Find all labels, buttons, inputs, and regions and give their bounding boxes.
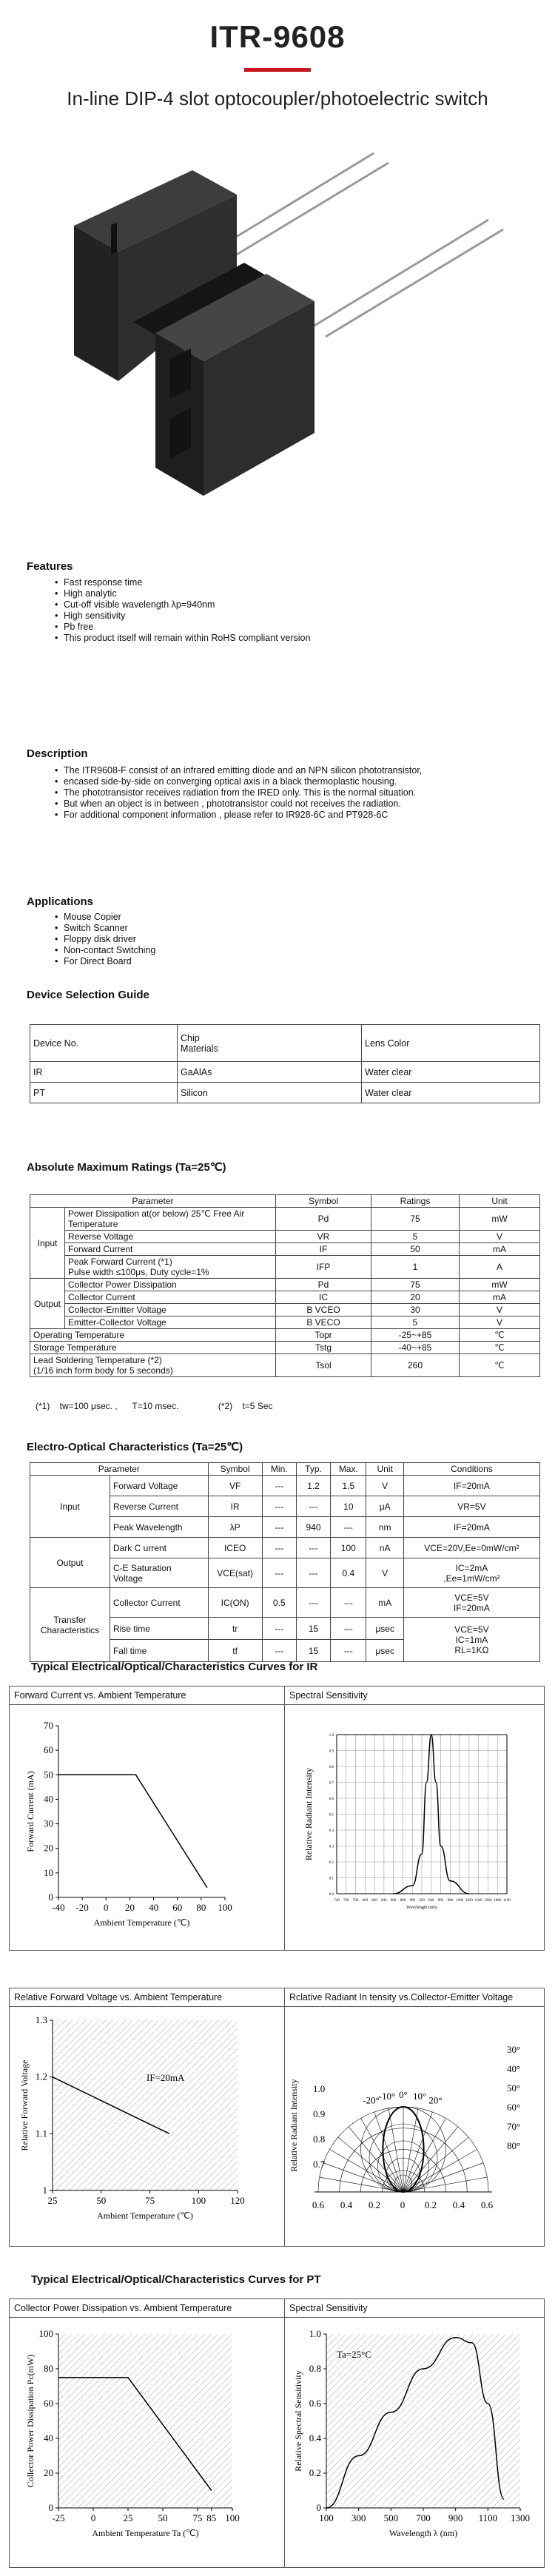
hatch-line: [22, 2020, 192, 2190]
table-row: Lead Soldering Temperature (*2) (1/16 inch form body for 5 seconds) Tsol 260 ℃: [30, 1354, 540, 1377]
list-item: • The ITR9608-F consist of an infrared emitting diode and an NPN silicon phototransistor,: [56, 765, 422, 776]
abs-table: Parameter Symbol Ratings Unit Input Power Dissipation at(or below) 25℃ Free Air Temperature Pd 75 mW Reverse Voltage VR 5 V Forward Current IF 50 mA Peak Forward Current (*1) Pulse width ≤100μs, Duty cycle=1% IFP 1 A Output Collector Power Dissipation Pd 75 mW Collector Current IC 20 mA Collector-Emitter Voltage B VCEO 30 V Emitter-Collector Voltage B VECO 5 V Operating Temperature Topr -25~+85 ℃ Storage Temperature Tstg -40~+85 ℃ Lead Soldering Temperature (*2) (1/16 inch form body for 5 seconds) Tsol 260 ℃: [30, 1194, 540, 1377]
hatch-line: [238, 2334, 285, 2508]
curves-ir-heading: Typical Electrical/Optical/Characteristics Curves for IR: [31, 1661, 318, 1673]
y-tick-label: 1.2: [35, 2071, 47, 2082]
table-row: Output Dark C urrent ICEO --- --- 100 nA VCE=20V,Ee=0mW/cm²: [30, 1538, 540, 1558]
y-tick-label: 0.3: [329, 1845, 334, 1849]
hatch-line: [91, 2334, 265, 2508]
y-tick-label: 50: [44, 1769, 53, 1780]
hatch-line: [104, 2334, 278, 2508]
x-tick-label: 500: [383, 2512, 399, 2523]
table-row: Collector-Emitter Voltage B VCEO 30 V: [30, 1304, 540, 1316]
y-axis-label: Relative Forward Voltage: [19, 2059, 30, 2151]
hatch-line: [64, 2334, 238, 2508]
hatch-line: [10, 2020, 159, 2190]
x-tick-label: -25: [52, 2512, 65, 2523]
hatch-line: [352, 2334, 526, 2508]
x-axis-label: Wavelength (nm): [406, 1906, 437, 1910]
y-tick-label: 0.7: [313, 2159, 326, 2170]
table-row: Input Forward Voltage VF --- 1.2 1.5 V IF=20mA: [30, 1476, 540, 1496]
hatch-pattern: [10, 2334, 285, 2508]
y-tick-label: 0.9: [313, 2108, 326, 2119]
y-tick-label: 100: [38, 2328, 53, 2339]
hatch-line: [505, 2334, 544, 2508]
table-row: Transfer Characteristics Collector Current IC(ON) 0.5 --- --- mA VCE=5V IF=20mA: [30, 1588, 540, 1618]
hatch-line: [135, 2020, 285, 2190]
x-tick-label: 0.2: [424, 2199, 437, 2210]
x-tick-label: 0.2: [368, 2199, 381, 2210]
x-tick-label: 1080: [494, 1899, 502, 1903]
panel-forward-voltage: Relative Forward Voltage vs. Ambient Temperature 25 50 75 100 120 1 1.1 1.2 1.3 Ambient Temperature (℃) Relative Forward Voltage IF=20mA: [9, 1988, 286, 2247]
hatch-line: [512, 2334, 544, 2508]
y-tick-label: 1: [42, 2185, 47, 2196]
hatch-line: [211, 2334, 285, 2508]
hatch-line: [89, 2020, 259, 2190]
hatch-line: [339, 2334, 513, 2508]
list-item: • Switch Scanner: [56, 923, 155, 934]
hatch-line: [10, 2334, 105, 2508]
chart-forward-current: [10, 1705, 285, 1949]
description-list: [56, 765, 422, 821]
x-tick-label: 740: [334, 1899, 340, 1903]
panel-forward-current: Forward Current vs. Ambient Temperature -40 -20 0 20 40 60 80 100 0 10 20 30 40 50 60 70 Ambient Temperature (℃) Forward Current (mA): [9, 1686, 286, 1951]
hatch-line: [249, 2020, 285, 2190]
y-tick-label: 80: [44, 2363, 53, 2374]
hatch-line: [215, 2020, 285, 2190]
list-item: • High sensitivity: [56, 611, 310, 622]
list-item: • Floppy disk driver: [56, 934, 155, 945]
table-header: Lens Color: [362, 1025, 540, 1062]
table-row: Storage Temperature Tstg -40~+85 ℃: [30, 1342, 540, 1354]
x-tick-label: 100: [319, 2512, 334, 2523]
hatch-line: [204, 2334, 285, 2508]
hatch-line: [539, 2334, 544, 2508]
y-tick-label: 0.4: [309, 2432, 321, 2444]
hatch-line: [264, 2334, 285, 2508]
hatch-line: [42, 2020, 212, 2190]
hatch-line: [62, 2020, 232, 2190]
y-tick-label: 0: [48, 1891, 53, 1903]
eo-table: Parameter Symbol Min. Typ. Max. Unit Conditions Input Forward Voltage VF --- 1.2 1.5 V IF=20mA Reverse Current IR --- --- 10 μA VR=5V Peak Wavelength λP --- 940 --- nm IF=20mA Output Dark C urrent ICEO --- --- 100 nA VCE=20V,Ee=0mW/cm² C-E Saturation Voltage VCE(sat) --- --- 0.4 V IC=2mA ,Ee=1mW/cm² Transfer Characteristics Collector Current IC(ON) 0.5 --- --- mA VCE=5V IF=20mA Rise time tr --- 15 --- μsec VCE=5V IC=1mA RL=1KΩ Fall time tf --- 15 --- μsec: [30, 1462, 540, 1662]
chart-spectral-ir: [285, 1705, 544, 1949]
hatch-line: [111, 2334, 285, 2508]
hatch-line: [224, 2334, 285, 2508]
hatch-line: [218, 2334, 285, 2508]
list-item: • Pb free: [56, 622, 310, 633]
hatch-line: [75, 2020, 246, 2190]
y-tick-label: 0.1: [329, 1877, 334, 1881]
hatch-line: [285, 2334, 326, 2508]
list-item: • The phototransistor receives radiation from the IRED only. This is the normal situation.: [56, 787, 422, 798]
hatch-line: [149, 2020, 285, 2190]
x-tick-label: 880: [400, 1899, 406, 1903]
abs-heading: Absolute Maximum Ratings (Ta=25℃): [27, 1161, 226, 1174]
hatch-line: [392, 2334, 544, 2508]
hatch-line: [24, 2334, 198, 2508]
x-tick-label: 900: [448, 2512, 463, 2523]
x-tick-label: 1020: [465, 1899, 473, 1903]
angle-label: 40°: [507, 2063, 521, 2074]
list-item: • But when an object is in between , phototransistor could not receives the radiation.: [56, 798, 422, 810]
x-tick-label: -40: [52, 1902, 65, 1913]
list-item: • For additional component information , please refer to IR928-6C and PT928-6C: [56, 810, 422, 821]
x-tick-label: -20: [75, 1902, 89, 1913]
x-tick-label: 40: [149, 1902, 159, 1913]
hatch-line: [229, 2020, 285, 2190]
y-tick-label: 0.5: [329, 1813, 334, 1817]
x-tick-label: 100: [225, 2512, 240, 2523]
chart-power-dissipation: [10, 2318, 285, 2566]
x-tick-label: 60: [172, 1902, 183, 1913]
x-tick-label: 80: [196, 1902, 206, 1913]
hatch-line: [118, 2334, 285, 2508]
panel-spectral-ir: Spectral Sensitivity Relative Radiant Intensity 740 760 780 800 820 840 860 880 900 920 940 960 980 1000 1020 1040 1060 1080 1100 0.0 0.1 0.2 0.3 0.4 0.5 0.6 0.7 0.8 0.9 1.0 Wavelength (nm): [284, 1686, 545, 1951]
y-tick-label: 0.8: [329, 1766, 334, 1769]
hatch-line: [235, 2020, 285, 2190]
x-tick-label: 780: [352, 1899, 359, 1903]
hatch-line: [189, 2020, 285, 2190]
y-tick-label: 0.6: [329, 1798, 334, 1801]
y-tick-label: 0.2: [309, 2467, 321, 2478]
hatch-line: [44, 2334, 218, 2508]
angle-label: -10°: [378, 2090, 396, 2102]
y-tick-label: 20: [44, 2467, 53, 2478]
hatch-line: [258, 2334, 285, 2508]
x-tick-label: 75: [145, 2195, 155, 2206]
hatch-line: [299, 2334, 473, 2508]
hatch-line: [10, 2020, 172, 2190]
table-row: Reverse Voltage VR 5 V: [30, 1231, 540, 1243]
x-tick-label: 0: [90, 2512, 96, 2523]
hatch-line: [10, 2020, 66, 2190]
chart-annotation: IF=20mA: [147, 2072, 185, 2083]
hatch-line: [18, 2334, 192, 2508]
x-tick-label: 50: [158, 2512, 168, 2523]
x-tick-label: 1100: [478, 2512, 498, 2523]
table-row: Forward Current IF 50 mA: [30, 1243, 540, 1256]
hatch-line: [286, 2334, 460, 2508]
hatch-line: [244, 2334, 285, 2508]
y-tick-label: 0.9: [329, 1749, 334, 1754]
hatch-line: [195, 2020, 285, 2190]
x-tick-label: 760: [343, 1899, 349, 1903]
hatch-line: [472, 2334, 544, 2508]
x-tick-label: 0.4: [452, 2199, 465, 2210]
hatch-line: [198, 2334, 285, 2508]
hatch-line: [269, 2020, 285, 2190]
hatch-line: [10, 2334, 98, 2508]
x-tick-label: 960: [437, 1899, 444, 1903]
y-tick-label: 0.7: [329, 1781, 334, 1786]
hatch-line: [255, 2020, 285, 2190]
y-tick-label: 1.0: [309, 2328, 321, 2339]
hatch-line: [10, 2020, 53, 2190]
x-axis-label: Ambient Temperature (℃): [93, 1917, 190, 1928]
chart-radiation: [285, 2007, 544, 2245]
series-line: [58, 2378, 212, 2491]
hatch-line: [84, 2334, 258, 2508]
y-tick-label: 0.8: [309, 2363, 321, 2374]
table-row: Emitter-Collector Voltage B VECO 5 V: [30, 1316, 540, 1329]
hatch-line: [419, 2334, 544, 2508]
list-item: • For Direct Board: [56, 956, 155, 967]
hatch-line: [432, 2334, 544, 2508]
hatch-line: [95, 2020, 266, 2190]
y-tick-label: 10: [44, 1866, 53, 1878]
hatch-line: [36, 2020, 206, 2190]
x-tick-label: 75: [192, 2512, 203, 2523]
hatch-line: [312, 2334, 486, 2508]
hatch-line: [131, 2334, 285, 2508]
list-item: • Cut-off visible wavelength λp=940nm: [56, 599, 310, 611]
angle-label: 50°: [507, 2082, 521, 2094]
features-heading: Features: [27, 560, 73, 573]
hatch-line: [285, 2334, 453, 2508]
y-tick-label: 70: [44, 1720, 53, 1731]
hatch-line: [10, 2334, 92, 2508]
selection-table: [30, 1024, 540, 1103]
y-tick-label: 1.0: [313, 2083, 326, 2094]
hatch-line: [10, 2020, 146, 2190]
hatch-line: [242, 2020, 285, 2190]
chart-annotation: Ta=25°C: [337, 2349, 372, 2360]
x-tick-label: 50: [96, 2195, 107, 2206]
y-tick-label: 60: [44, 1744, 53, 1756]
curves-pt-heading: Typical Electrical/Optical/Characteristics Curves for PT: [31, 2273, 321, 2286]
hatch-line: [69, 2020, 239, 2190]
table-header: Device No.: [30, 1025, 178, 1062]
hatch-line: [49, 2020, 219, 2190]
list-item: • High analytic: [56, 588, 310, 599]
hatch-line: [82, 2020, 252, 2190]
y-tick-label: 0: [48, 2502, 53, 2513]
list-item: • Non-contact Switching: [56, 945, 155, 956]
x-tick-label: 900: [409, 1899, 415, 1903]
angle-label: 0°: [399, 2089, 408, 2100]
hatch-line: [78, 2334, 252, 2508]
table-row: Peak Wavelength λP --- 940 --- nm IF=20mA: [30, 1517, 540, 1538]
table-row: Output Collector Power Dissipation Pd 75 mW: [30, 1279, 540, 1291]
hatch-line: [102, 2020, 272, 2190]
series-line: [53, 2077, 169, 2134]
table-row: Rise time tr --- 15 --- μsec VCE=5V IC=1mA RL=1KΩ: [30, 1618, 540, 1640]
hatch-line: [525, 2334, 544, 2508]
features-list: [56, 577, 310, 644]
table-row: PT Silicon Water clear: [30, 1083, 540, 1103]
list-item: • encased side-by-side on converging optical axis in a black thermoplastic housing.: [56, 776, 422, 787]
x-tick-label: 100: [218, 1902, 232, 1913]
y-tick-label: 60: [44, 2398, 53, 2409]
y-tick-label: 0.2: [329, 1861, 334, 1865]
y-tick-label: 0: [316, 2502, 321, 2513]
y-tick-label: 20: [44, 1842, 53, 1854]
x-tick-label: 0.6: [480, 2199, 494, 2210]
table-row: Peak Forward Current (*1) Pulse width ≤100μs, Duty cycle=1% IFP 1 A: [30, 1256, 540, 1279]
x-tick-label: 120: [230, 2195, 245, 2206]
selection-heading: Device Selection Guide: [27, 989, 149, 1001]
x-tick-label: 800: [362, 1899, 369, 1903]
x-tick-label: 0.4: [340, 2199, 353, 2210]
list-item: • Mouse Copier: [56, 912, 155, 923]
x-axis-label: Ambient Temperature Ta (℃): [92, 2528, 199, 2538]
hatch-line: [51, 2334, 225, 2508]
hatch-line: [366, 2334, 539, 2508]
table-row: Input Power Dissipation at(or below) 25℃ Free Air Temperature Pd 75 mW: [30, 1208, 540, 1231]
x-axis-label: Ambient Temperature (℃): [97, 2210, 193, 2221]
y-tick-label: 30: [44, 1817, 53, 1829]
hatch-line: [171, 2334, 285, 2508]
y-tick-label: 0.6: [309, 2398, 321, 2409]
series-line: [58, 1775, 207, 1887]
table-row: Reverse Current IR --- --- 10 μA VR=5V: [30, 1496, 540, 1517]
hatch-line: [332, 2334, 506, 2508]
angle-label: 70°: [507, 2121, 521, 2132]
y-axis-label: Relative Spectral Sensitivity: [293, 2370, 303, 2472]
list-item: • Fast response time: [56, 577, 310, 588]
hatch-line: [285, 2334, 440, 2508]
x-tick-label: 0.6: [312, 2199, 325, 2210]
x-tick-label: 25: [47, 2195, 58, 2206]
applications-list: [56, 912, 155, 967]
hatch-line: [251, 2334, 285, 2508]
table-row: IR GaAlAs Water clear: [30, 1062, 540, 1083]
angle-label: 30°: [507, 2044, 521, 2055]
hatch-line: [306, 2334, 480, 2508]
x-axis-label: Wavelength λ (nm): [388, 2528, 458, 2538]
table-row: Collector Current IC 20 mA: [30, 1291, 540, 1304]
angle-label: -20°: [363, 2094, 380, 2106]
y-tick-label: 1.0: [329, 1734, 334, 1738]
table-row: Operating Temperature Topr -25~+85 ℃: [30, 1329, 540, 1342]
panel-spectral-pt: Spectral Sensitivity 100 300 500 700 900 1100 1300 0 0.2 0.4 0.6 0.8 1.0 Wavelength λ (nm) Relative Spectral Sensitivity Ta=25°C: [284, 2298, 545, 2568]
x-tick-label: 1060: [484, 1899, 492, 1903]
x-tick-label: 940: [428, 1899, 434, 1903]
hatch-line: [109, 2020, 279, 2190]
y-axis-label: Relative Radiant Intensity: [289, 2079, 299, 2172]
hatch-line: [10, 2334, 78, 2508]
product-subtitle: In-line DIP-4 slot optocoupler/photoelectric switch: [67, 87, 488, 110]
hatch-line: [38, 2334, 212, 2508]
hatch-line: [158, 2334, 285, 2508]
y-tick-label: 0.8: [313, 2133, 326, 2145]
x-tick-label: 1040: [474, 1899, 482, 1903]
hatch-line: [184, 2334, 285, 2508]
x-tick-label: 700: [416, 2512, 431, 2523]
hatch-line: [262, 2020, 285, 2190]
x-tick-label: 25: [123, 2512, 133, 2523]
angle-label: 10°: [412, 2090, 427, 2102]
hatch-line: [175, 2020, 285, 2190]
x-tick-label: 920: [419, 1899, 425, 1903]
y-tick-label: 40: [44, 2432, 53, 2444]
x-tick-label: 860: [390, 1899, 397, 1903]
hatch-line: [98, 2334, 272, 2508]
hatch-line: [10, 2334, 65, 2508]
hatch-line: [11, 2334, 185, 2508]
abs-note: (*1) tw=100 μsec. , T=10 msec. (*2) t=5 Sec: [36, 1401, 273, 1411]
hatch-line: [231, 2334, 285, 2508]
x-tick-label: 840: [381, 1899, 387, 1903]
hatch-line: [271, 2334, 285, 2508]
title-underline: [244, 68, 311, 72]
hatch-line: [532, 2334, 544, 2508]
hatch-pattern: [285, 2334, 544, 2508]
y-tick-label: 1.3: [35, 2014, 47, 2025]
hatch-line: [10, 2334, 85, 2508]
chart-forward-voltage: [10, 2007, 285, 2245]
hatch-line: [29, 2020, 199, 2190]
y-tick-label: 1.1: [35, 2128, 47, 2139]
hatch-line: [519, 2334, 544, 2508]
hatch-line: [285, 2334, 433, 2508]
x-tick-label: 0: [104, 1902, 109, 1913]
x-tick-label: 20: [124, 1902, 135, 1913]
product-photo: [22, 137, 533, 537]
x-tick-label: 85: [206, 2512, 217, 2523]
table-row: C-E Saturation Voltage VCE(sat) --- --- 0.4 V IC=2mA ,Ee=1mW/cm²: [30, 1558, 540, 1588]
hatch-line: [56, 2020, 226, 2190]
list-item: • This product itself will remain within RoHS compliant version: [56, 633, 310, 644]
hatch-line: [31, 2334, 205, 2508]
table-row: Fall time tf --- 15 --- μsec: [30, 1640, 540, 1662]
x-tick-label: 100: [191, 2195, 206, 2206]
angle-label: 60°: [507, 2102, 521, 2113]
hatch-line: [485, 2334, 544, 2508]
applications-heading: Applications: [27, 895, 94, 908]
y-axis-label: Relative Radiant Intensity: [303, 1767, 314, 1861]
hatch-line: [285, 2334, 446, 2508]
hatch-line: [122, 2020, 285, 2190]
hatch-line: [16, 2020, 186, 2190]
hatch-line: [10, 2334, 72, 2508]
panel-power-dissipation: Collector Power Dissipation vs. Ambient Temperature -25 0 25 50 75 85 100 0 20 40 60 80 100 Ambient Temperature Ta (℃) Collector Power Dissipation Pc(mW): [9, 2298, 286, 2568]
angle-label: 80°: [507, 2140, 521, 2151]
y-tick-label: 40: [44, 1793, 53, 1805]
hatch-line: [326, 2334, 500, 2508]
description-heading: Description: [27, 747, 88, 760]
x-tick-label: 1000: [456, 1899, 464, 1903]
hatch-line: [359, 2334, 533, 2508]
y-axis-label: Collector Power Dissipation Pc(mW): [25, 2354, 36, 2488]
hatch-line: [406, 2334, 544, 2508]
hatch-pattern: [10, 2020, 285, 2190]
x-tick-label: 980: [447, 1899, 454, 1903]
hatch-line: [10, 2020, 59, 2190]
hatch-line: [292, 2334, 466, 2508]
x-tick-label: 1300: [511, 2512, 530, 2523]
x-tick-label: 820: [371, 1899, 377, 1903]
product-title: ITR-9608: [209, 19, 346, 54]
hatch-line: [222, 2020, 285, 2190]
hatch-line: [71, 2334, 245, 2508]
eo-heading: Electro-Optical Characteristics (Ta=25℃): [27, 1441, 243, 1453]
angle-label: 20°: [428, 2094, 443, 2106]
chart-spectral-pt: [285, 2318, 544, 2566]
hatch-line: [285, 2334, 333, 2508]
x-tick-label: 300: [351, 2512, 366, 2523]
y-axis-label: Forward Current (mA): [25, 1771, 36, 1852]
table-header: Chip Materials: [178, 1025, 362, 1062]
panel-radiation: Rclative Radiant In tensity vs.Collector-Emitter Voltage -20° -10° 0° 10° 20° 30° 40° 50° 60° 70° 80° 1.0 0.9 0.8 0.7 0.6 0.4 0.2 0 0.2 0.4 0.6 Relative Radiant Intensity: [284, 1988, 545, 2247]
hatch-line: [319, 2334, 493, 2508]
y-tick-label: 0.4: [329, 1829, 334, 1833]
y-tick-label: 0.0: [329, 1893, 334, 1897]
x-tick-label: 0: [400, 2199, 406, 2210]
x-tick-label: 1100: [503, 1899, 511, 1903]
